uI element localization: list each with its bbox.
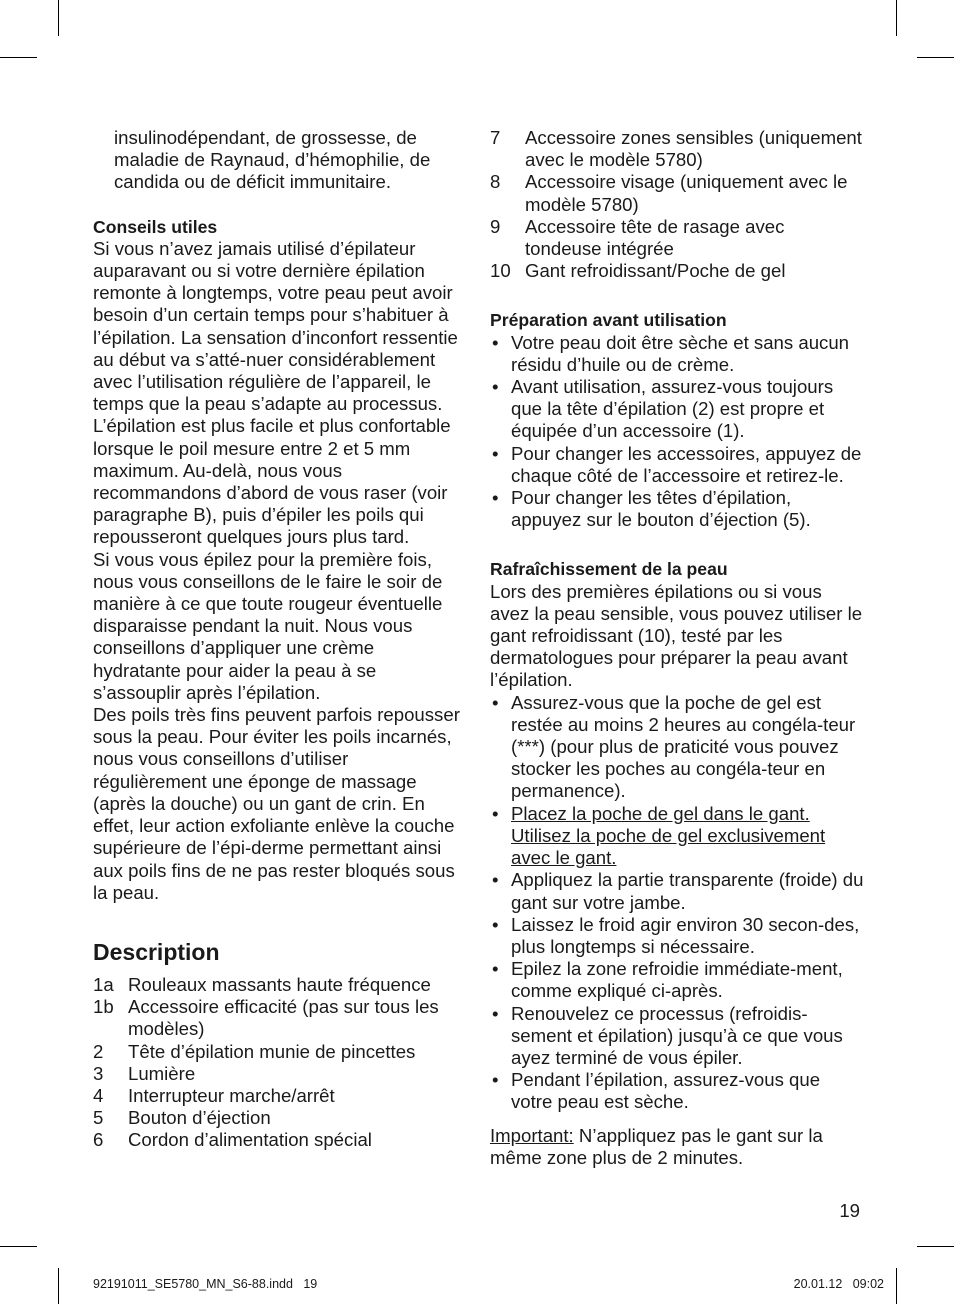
important-note	[490, 1125, 865, 1169]
list-item: • Pour changer les têtes d’épilation, appuyez sur le bouton d’éjection (5).	[492, 487, 811, 531]
right-column	[490, 127, 865, 1169]
tips-paragraph: Des poils très fins peuvent parfois repousser sous la peau. Pour éviter les poils incarnés, nous vous conseillons d’utiliser régulièrement une éponge de massage (après la douche) ou un gant de crin. En effet, leur action exfoliante enlève la couche supérieure de l’épi-derme permettant ainsi aux poils fins de ne pas rester bloqués sous la peau.	[93, 704, 460, 903]
list-item: 8 Accessoire visage (uniquement avec le modèle 5780)	[490, 171, 848, 215]
crop-mark	[0, 57, 37, 58]
print-slug-file: 92191011_SE5780_MN_S6-88.indd 19	[93, 1277, 318, 1291]
list-item: 5 Bouton d’éjection	[93, 1107, 271, 1129]
list-item: • Epilez la zone refroidie immédiate-ment, comme expliqué ci-après.	[492, 958, 843, 1002]
page-number: 19	[839, 1200, 860, 1221]
list-item: • Placez la poche de gel dans le gant. Utilisez la poche de gel exclusivement avec le gant.	[492, 802, 826, 869]
tips-paragraph: Si vous vous épilez pour la première fois, nous vous conseillons de le faire le soir de manière à ce que toute rougeur éventuelle disparaisse pendant la nuit. Nous vous conseillons d’appliquer une crème hydratante pour aider la peau à se s’assouplir après l’épilation.	[93, 548, 443, 703]
crop-mark	[896, 1268, 897, 1304]
crop-mark	[58, 1268, 59, 1304]
list-item: 9 Accessoire tête de rasage avec tondeuse intégrée	[490, 215, 785, 260]
list-item: 1b Accessoire efficacité (pas sur tous les modèles)	[93, 996, 439, 1040]
print-slug-date: 20.01.12 09:02	[793, 1277, 884, 1291]
list-item: 1a Rouleaux massants haute fréquence	[93, 973, 431, 995]
list-item: • Laissez le froid agir environ 30 secon-des, plus longtemps si nécessaire.	[492, 913, 860, 957]
list-item: • Avant utilisation, assurez-vous toujours que la tête d’épilation (2) est propre et équipée d’un accessoire (1).	[492, 376, 834, 442]
list-item: 7 Accessoire zones sensibles (uniquement avec le modèle 5780)	[490, 127, 862, 171]
cooling-heading: Rafraîchissement de la peau	[490, 559, 728, 580]
left-column	[93, 127, 463, 1152]
list-item: 3 Lumière	[93, 1062, 196, 1084]
list-item: 2 Tête d’épilation munie de pincettes	[93, 1040, 416, 1062]
crop-mark	[0, 1246, 37, 1247]
preparation-heading: Préparation avant utilisation	[490, 310, 727, 331]
crop-mark	[58, 0, 59, 36]
description-heading: Description	[93, 938, 220, 965]
important-label: Important:	[490, 1124, 574, 1146]
tips-heading: Conseils utiles	[93, 216, 218, 237]
list-item: • Appliquez la partie transparente (froide) du gant sur votre jambe.	[492, 869, 864, 913]
preparation-list	[490, 332, 865, 532]
list-item: • Votre peau doit être sèche et sans aucun résidu d’huile ou de crème.	[492, 331, 850, 375]
important-text: N’appliquez pas le gant sur la même zone plus de 2 minutes.	[490, 1124, 823, 1168]
tips-paragraph: Si vous n’avez jamais utilisé d’épilateur auparavant ou si votre dernière épilation remonte à longtemps, votre peau peut avoir besoin d’un certain temps pour s’habituer à l’épilation. La sensation d’inconfort ressentie au début va s’atté-nuer considérablement avec l’utilisation régulière de l’appareil, le temps que la peau s’adapte au processus.	[93, 237, 458, 415]
description-list	[93, 974, 463, 1152]
cooling-list	[490, 692, 865, 1114]
description-list-continued	[490, 127, 865, 282]
crop-mark	[896, 0, 897, 36]
crop-mark	[917, 1246, 954, 1247]
contraindications-continuation: insulinodépendant, de grossesse, de maladie de Raynaud, d’hémophilie, de candida ou de déficit immunitaire.	[114, 127, 431, 193]
list-item: 10 Gant refroidissant/Poche de gel	[490, 260, 786, 282]
cooling-intro: Lors des premières épilations ou si vous avez la peau sensible, vous pouvez utiliser le gant refroidissant (10), testé par les dermatologues pour préparer la peau avant l’épilation.	[490, 580, 863, 691]
list-item: • Pour changer les accessoires, appuyez de chaque côté de l’accessoire et retirez-le.	[492, 442, 862, 486]
crop-mark	[917, 57, 954, 58]
tips-paragraph: L’épilation est plus facile et plus confortable lorsque le poil mesure entre 2 et 5 mm maximum. Au-delà, nous vous recommandons d’abord de vous raser (voir paragraphe B), puis d’épiler les poils qui repousseront quelques jours plus tard.	[93, 415, 451, 548]
list-item: • Renouvelez ce processus (refroidis-sement et épilation) jusqu’à ce que vous ayez terminé de vous épiler.	[492, 1002, 843, 1068]
list-item: 6 Cordon d’alimentation spécial	[93, 1129, 372, 1151]
list-item: • Pendant l’épilation, assurez-vous que votre peau est sèche.	[492, 1069, 821, 1113]
list-item: • Assurez-vous que la poche de gel est restée au moins 2 heures au congéla-teur (***) (pour plus de praticité vous pouvez stocker les poches au congéla-teur en permanence).	[492, 691, 856, 802]
list-item: 4 Interrupteur marche/arrêt	[93, 1084, 335, 1106]
